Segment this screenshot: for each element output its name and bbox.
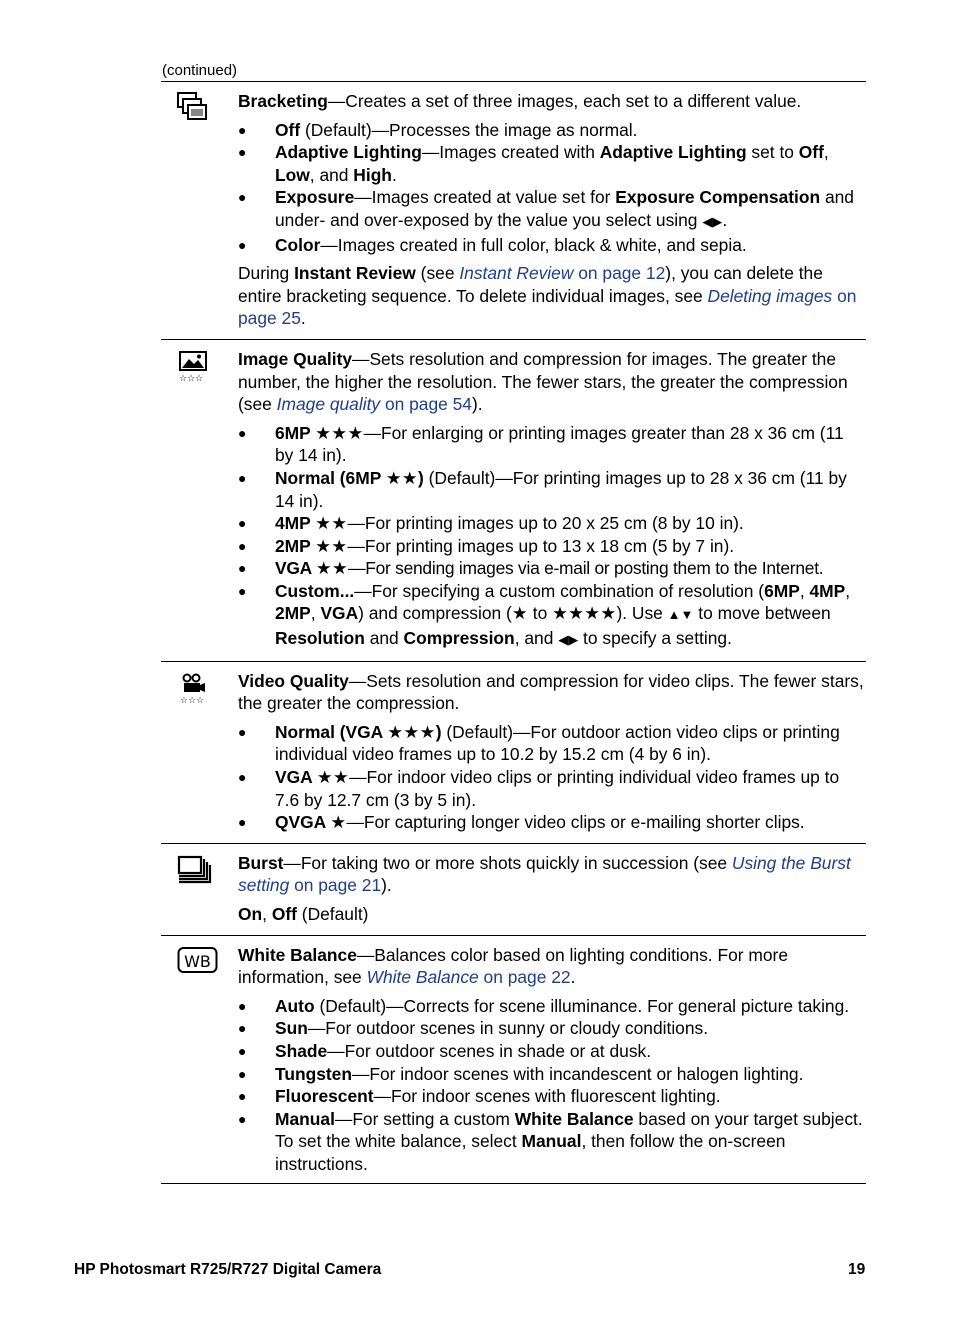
star-rating: ★ (511, 603, 528, 624)
row-image-quality (161, 340, 866, 662)
star-rating: ★ (330, 812, 347, 833)
list-item: ● Manual—For setting a custom White Balance based on your target subject. To set the white balance, select Manual, then follow the on-screen instructions. (238, 1108, 866, 1176)
list-item: ● Exposure—Images created at value set for Exposure Compensation and under- and over-exposed by the value you select using ◀▶. (238, 186, 866, 233)
row-video-quality (161, 662, 866, 844)
list-item: ● Shade—For outdoor scenes in shade or at dusk. (238, 1040, 866, 1063)
page-number: 19 (848, 1261, 866, 1278)
white-balance-body (238, 944, 866, 1176)
burst-body (238, 852, 866, 926)
left-right-arrows-icon: ◀▶ (558, 632, 579, 648)
star-rating: ★★★ (315, 422, 364, 443)
star-rating: ★★ (385, 467, 419, 488)
list-item: ● VGA ★★—For sending images via e-mail or posting them to the Internet. (238, 557, 866, 580)
link-instant-review[interactable]: Instant Review on page 12 (459, 263, 666, 284)
video-quality-body (238, 670, 866, 834)
list-item: ● 4MP ★★—For printing images up to 20 x 25 cm (8 by 10 in). (238, 512, 866, 535)
list-item: ● Normal (VGA ★★★) (Default)—For outdoor action video clips or printing individual video frames up to 10.2 by 15.2 cm (4 by 6 in). (238, 721, 866, 766)
list-item: ● Off (Default)—Processes the image as normal. (238, 119, 866, 142)
list-item: ● Adaptive Lighting—Images created with Adaptive Lighting set to Off, Low, and High. (238, 141, 866, 186)
footer-title: HP Photosmart R725/R727 Digital Camera (74, 1261, 382, 1278)
bracketing-note: During Instant Review (see Instant Review on page 12), you can delete the entire bracketing sequence. To delete individual images, see Deleting images on page 25. (238, 263, 857, 329)
list-item: ● Custom...—For specifying a custom combination of resolution (6MP, 4MP, 2MP, VGA) and compression (★ to ★★★★). Use ▲▼ to move between Resolution and Compression, and ◀▶ to specify a setting. (238, 580, 866, 652)
row-bracketing (161, 82, 866, 340)
burst-desc: Burst—For taking two or more shots quickly in succession (see Using the Burst setting on page 21). (238, 852, 851, 896)
star-rating: ★★ (315, 558, 349, 579)
svg-text:WB: WB (184, 951, 211, 971)
bracketing-list (238, 119, 866, 257)
white-balance-icon (177, 946, 213, 982)
link-image-quality[interactable]: Image quality on page 54 (276, 394, 472, 415)
list-item: ● Fluorescent—For indoor scenes with fluorescent lighting. (238, 1085, 866, 1108)
burst-icon (177, 854, 213, 890)
list-item: ● Sun—For outdoor scenes in sunny or cloudy conditions. (238, 1017, 866, 1040)
star-rating: ★★ (315, 535, 348, 556)
white-balance-desc: White Balance—Balances color based on lighting conditions. For more information, see White Balance on page 22. (238, 944, 789, 988)
list-item: ● 2MP ★★—For printing images up to 13 x 18 cm (5 by 7 in). (238, 535, 866, 558)
white-balance-list (238, 995, 866, 1176)
list-item: ● VGA ★★—For indoor video clips or printing individual video frames up to 7.6 by 12.7 cm (3 by 5 in). (238, 766, 866, 811)
settings-table (161, 81, 866, 1184)
bracketing-icon (177, 92, 213, 128)
list-item: ● Normal (6MP ★★) (Default)—For printing images up to 28 x 36 cm (11 by 14 in). (238, 467, 866, 512)
video-quality-list (238, 721, 866, 834)
list-item: ● Tungsten—For indoor scenes with incandescent or halogen lighting. (238, 1063, 866, 1086)
bracketing-body (238, 90, 866, 330)
burst-options: On, Off (Default) (238, 904, 369, 924)
image-quality-list (238, 422, 866, 652)
star-rating: ★★ (315, 513, 348, 534)
star-rating: ★★★★ (552, 603, 617, 624)
video-quality-desc: Video Quality—Sets resolution and compression for video clips. The fewer stars, the greater the compression. (238, 670, 864, 714)
left-right-arrows-icon: ◀▶ (702, 213, 723, 229)
list-item: ● Color—Images created in full color, black & white, and sepia. (238, 234, 866, 257)
svg-text:☆☆☆: ☆☆☆ (180, 695, 205, 706)
continued-label: (continued) (162, 62, 238, 79)
image-quality-icon (177, 350, 213, 386)
link-burst-setting[interactable]: Using the Burst setting on page 21 (238, 852, 851, 896)
svg-text:☆☆☆: ☆☆☆ (179, 373, 204, 384)
link-white-balance[interactable]: White Balance on page 22 (366, 967, 571, 988)
row-white-balance (161, 936, 866, 1184)
list-item: ● 6MP ★★★—For enlarging or printing images greater than 28 x 36 cm (11 by 14 in). (238, 422, 866, 467)
star-rating: ★★ (316, 767, 350, 788)
bracketing-desc: Bracketing—Creates a set of three images, each set to a different value. (238, 91, 802, 111)
list-item: ● Auto (Default)—Corrects for scene illuminance. For general picture taking. (238, 995, 866, 1018)
star-rating: ★★★ (387, 721, 436, 742)
image-quality-desc: Image Quality—Sets resolution and compression for images. The greater the number, the higher the resolution. The fewer stars, the greater the compression (see Image quality on page 54). (238, 348, 848, 415)
row-burst (161, 844, 866, 936)
link-deleting-images[interactable]: Deleting images on page 25 (238, 285, 857, 329)
list-item: ● QVGA ★—For capturing longer video clips or e-mailing shorter clips. (238, 811, 866, 834)
image-quality-body (238, 348, 866, 652)
up-down-arrows-icon: ▲▼ (667, 607, 694, 623)
video-quality-icon (177, 672, 213, 708)
